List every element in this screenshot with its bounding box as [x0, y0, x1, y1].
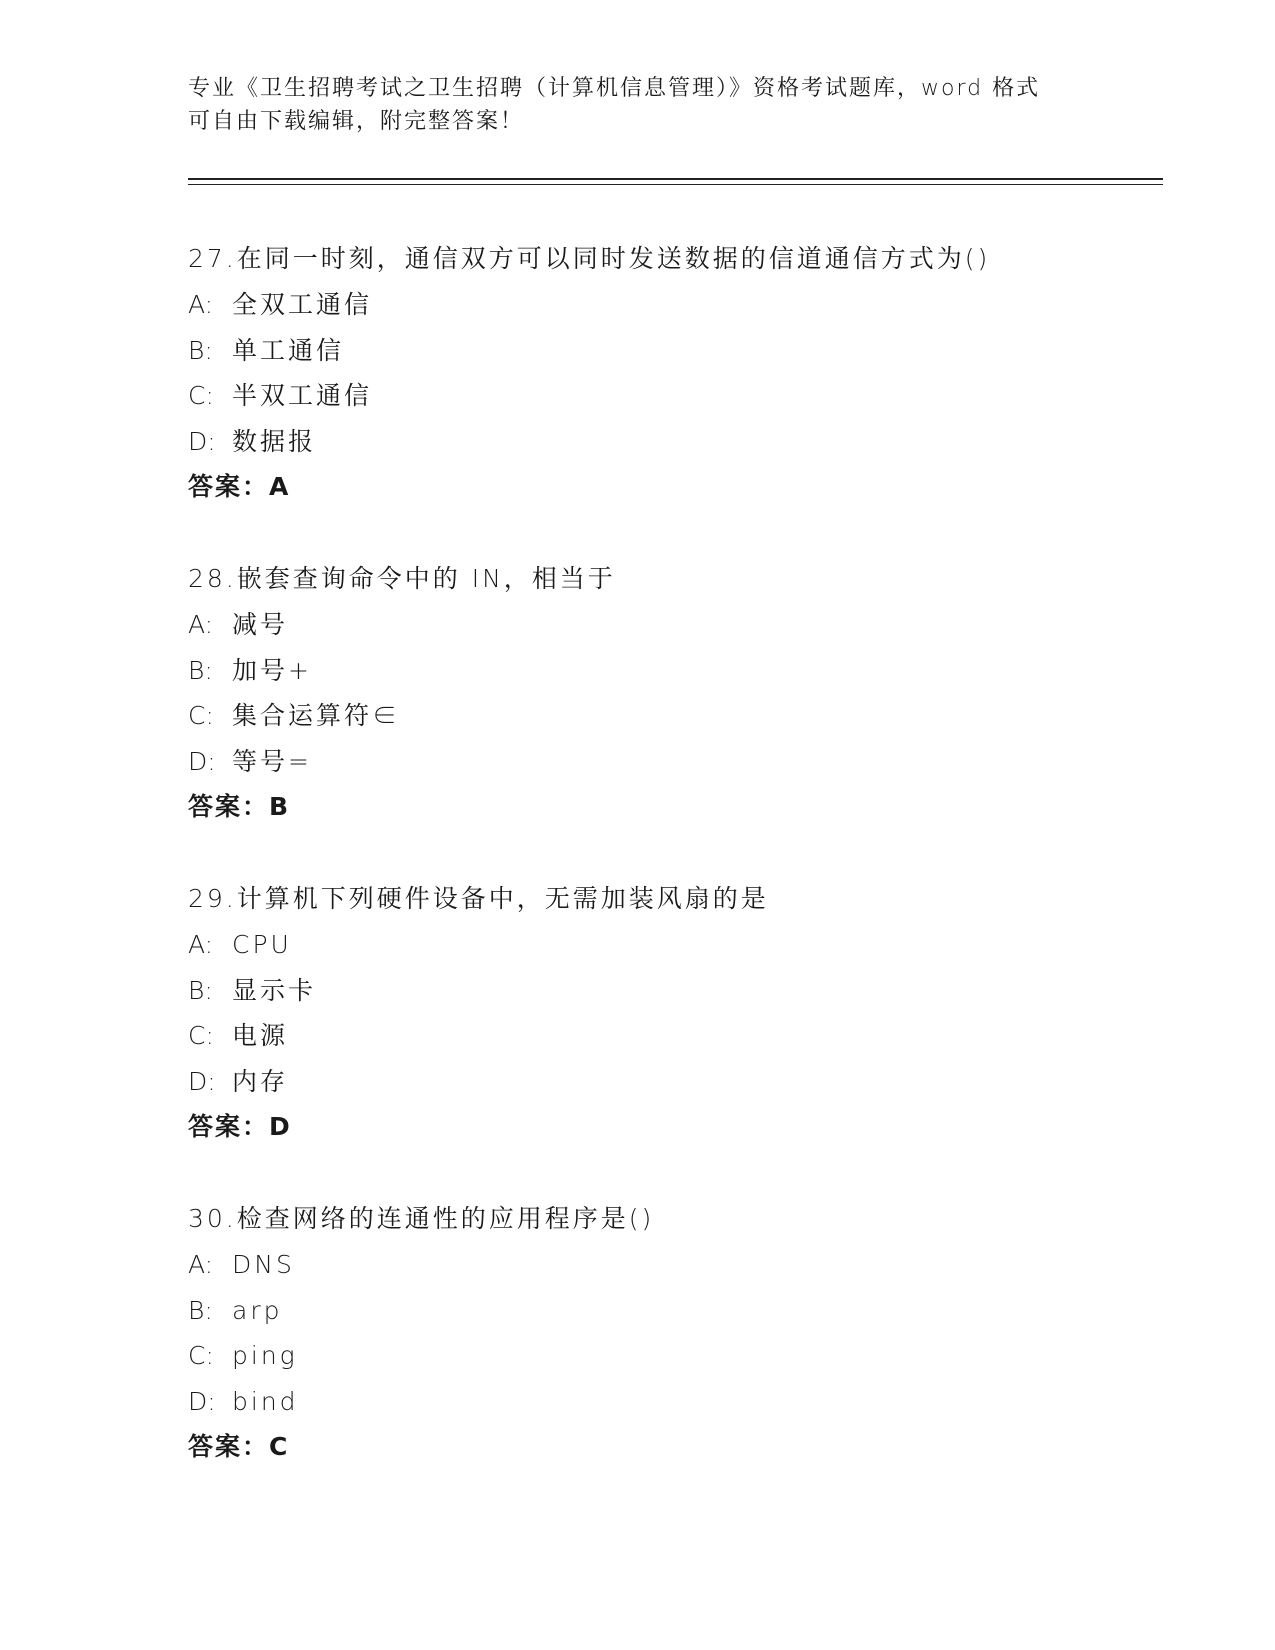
- question-stem: 29.计算机下列硬件设备中，无需加装风扇的是: [188, 884, 769, 913]
- question-stem: 30.检查网络的连通性的应用程序是(): [188, 1204, 655, 1233]
- option-letter: A:: [188, 610, 214, 639]
- option-letter: A:: [188, 930, 214, 959]
- option-d: [188, 1379, 1163, 1425]
- option-a: [188, 1242, 1163, 1288]
- option-d: [188, 419, 1163, 465]
- question-stem: 28.嵌套查询命令中的 IN，相当于: [188, 564, 616, 593]
- option-text: arp: [232, 1295, 283, 1325]
- option-text: 数据报: [232, 426, 317, 456]
- option-letter: B:: [188, 1295, 213, 1325]
- option-letter: D:: [188, 1386, 216, 1416]
- option-text: bind: [232, 1386, 299, 1416]
- header-double-rule: [188, 178, 1163, 185]
- option-text: 集合运算符∈: [232, 701, 401, 730]
- option-text: 单工通信: [232, 335, 345, 365]
- option-c: [188, 693, 1163, 739]
- option-b: [188, 328, 1163, 374]
- answer-label: 答案：A: [188, 472, 291, 501]
- option-letter: A:: [188, 290, 214, 319]
- option-d: [188, 739, 1163, 785]
- question-list: [188, 236, 1163, 1516]
- option-text: 半双工通信: [232, 381, 373, 410]
- option-letter: B:: [188, 655, 213, 685]
- option-text: 等号=: [232, 746, 312, 776]
- header-line-2: 可自由下载编辑，附完整答案！: [188, 109, 525, 134]
- option-text: 显示卡: [232, 975, 317, 1005]
- option-letter: D:: [188, 746, 216, 776]
- answer-label: 答案：D: [188, 1112, 292, 1141]
- option-text: 减号: [232, 610, 289, 639]
- option-text: 加号+: [232, 655, 312, 685]
- option-letter: B:: [188, 975, 213, 1005]
- option-b: [188, 968, 1163, 1014]
- question-29: [188, 876, 1163, 1150]
- option-b: [188, 1288, 1163, 1334]
- option-letter: D:: [188, 1066, 216, 1096]
- option-letter: C:: [188, 381, 214, 410]
- option-c: [188, 1333, 1163, 1379]
- document-header-note: [188, 72, 1088, 138]
- option-letter: D:: [188, 426, 216, 456]
- option-letter: C:: [188, 701, 214, 730]
- option-text: 电源: [232, 1021, 289, 1050]
- option-text: CPU: [232, 930, 292, 959]
- option-letter: C:: [188, 1341, 214, 1370]
- question-28: [188, 556, 1163, 830]
- option-d: [188, 1059, 1163, 1105]
- option-a: [188, 282, 1163, 328]
- option-a: [188, 922, 1163, 968]
- header-line-1: 专业《卫生招聘考试之卫生招聘（计算机信息管理）》资格考试题库，word 格式: [188, 76, 1041, 101]
- option-text: 全双工通信: [232, 290, 373, 319]
- option-letter: C:: [188, 1021, 214, 1050]
- option-text: DNS: [232, 1250, 295, 1279]
- option-text: 内存: [232, 1066, 289, 1096]
- option-letter: B:: [188, 335, 213, 365]
- answer-label: 答案：B: [188, 792, 291, 821]
- option-text: ping: [232, 1341, 298, 1370]
- option-a: [188, 602, 1163, 648]
- question-stem: 27.在同一时刻，通信双方可以同时发送数据的信道通信方式为(): [188, 244, 991, 273]
- answer-label: 答案：C: [188, 1432, 290, 1461]
- question-27: [188, 236, 1163, 510]
- option-c: [188, 373, 1163, 419]
- option-c: [188, 1013, 1163, 1059]
- option-b: [188, 648, 1163, 694]
- question-30: [188, 1196, 1163, 1470]
- option-letter: A:: [188, 1250, 214, 1279]
